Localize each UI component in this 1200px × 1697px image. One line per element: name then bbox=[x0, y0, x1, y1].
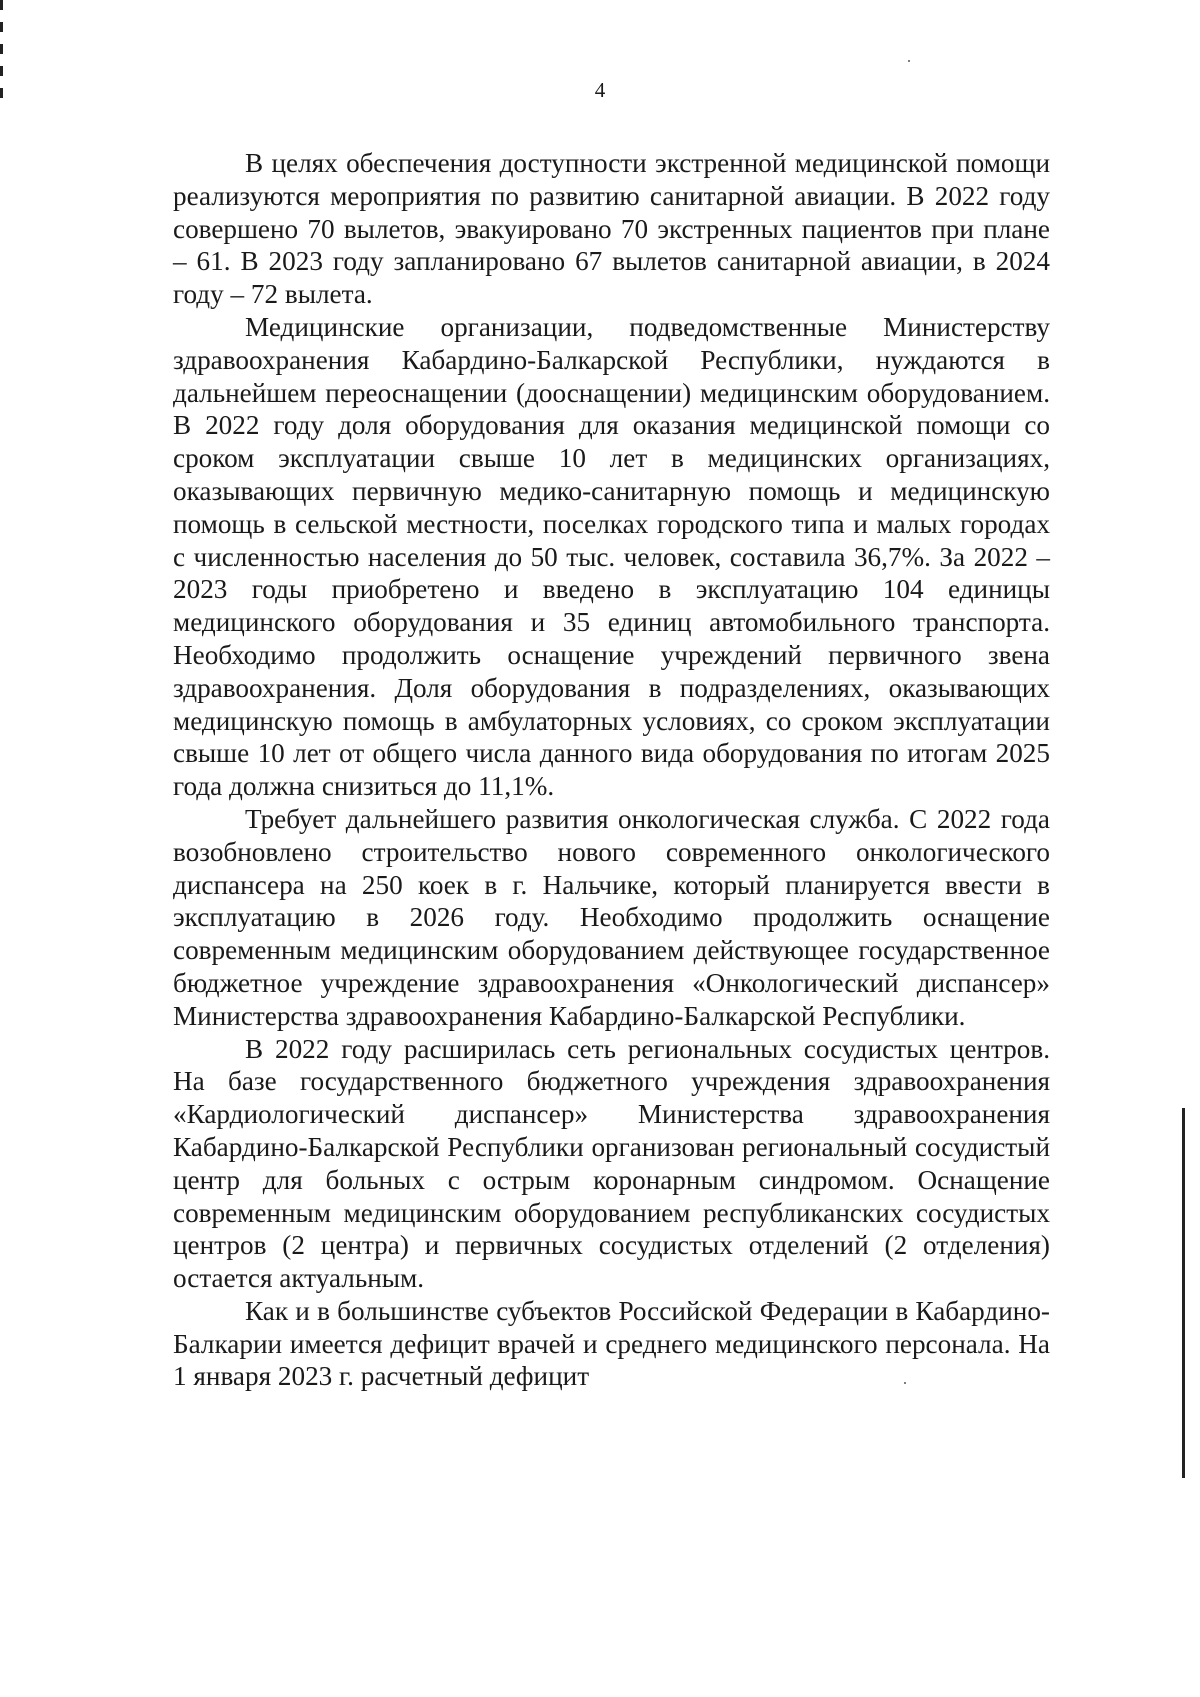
paragraph-oncology-service: Требует дальнейшего развития онкологическая служба. С 2022 года возобновлено строительство нового современного онкологического диспансера на 250 коек в г. Нальчике, который планируется ввести в эксплуатацию в 2026 году. Необходимо продолжить оснащение современным медицинским оборудованием действующее государственное бюджетное учреждение здравоохранения «Онкологический диспансер» Министерства здравоохранения Кабардино-Балкарской Республики. bbox=[173, 803, 1050, 1031]
paragraph-vascular-centers: В 2022 году расширилась сеть региональных сосудистых центров. На базе государственного бюджетного учреждения здравоохранения «Кардиологический диспансер» Министерства здравоохранения Кабардино-Балкарской Республики организован региональный сосудистый центр для больных с острым коронарным синдромом. Оснащение современным медицинским оборудованием республиканских сосудистых центров (2 центра) и первичных сосудистых отделений (2 отделения) остается актуальным. bbox=[173, 1033, 1050, 1294]
paragraph-staff-deficit: Как и в большинстве субъектов Российской Федерации в Кабардино-Балкарии имеется дефицит врачей и среднего медицинского персонала. На 1 января 2023 г. расчетный дефицит bbox=[173, 1295, 1050, 1392]
scan-edge-line bbox=[1182, 1108, 1185, 1478]
paragraph-medical-equipment: Медицинские организации, подведомственные Министерству здравоохранения Кабардино-Балкарской Республики, нуждаются в дальнейшем переоснащении (дооснащении) медицинским оборудованием. В 2022 году доля оборудования для оказания медицинской помощи со сроком эксплуатации свыше 10 лет в медицинских организациях, оказывающих первичную медико-санитарную помощь и медицинскую помощь в сельской местности, поселках городского типа и малых городах с численностью населения до 50 тыс. человек, составила 36,7%. За 2022 – 2023 годы приобретено и введено в эксплуатацию 104 единицы медицинского оборудования и 35 единиц автомобильного транспорта. Необходимо продолжить оснащение учреждений первичного звена здравоохранения. Доля оборудования в подразделениях, оказывающих медицинскую помощь в амбулаторных условиях, со сроком эксплуатации свыше 10 лет от общего числа данного вида оборудования по итогам 2025 года должна снизиться до 11,1%. bbox=[173, 311, 1050, 802]
page-number: 4 bbox=[594, 78, 606, 102]
scan-speck bbox=[908, 60, 910, 62]
paragraph-sanitary-aviation: В целях обеспечения доступности экстренной медицинской помощи реализуются мероприятия по развитию санитарной авиации. В 2022 году совершено 70 вылетов, эвакуировано 70 экстренных пациентов при плане – 61. В 2023 году запланировано 67 вылетов санитарной авиации, в 2024 году – 72 вылета. bbox=[173, 148, 1050, 310]
document-body bbox=[173, 147, 1050, 1393]
